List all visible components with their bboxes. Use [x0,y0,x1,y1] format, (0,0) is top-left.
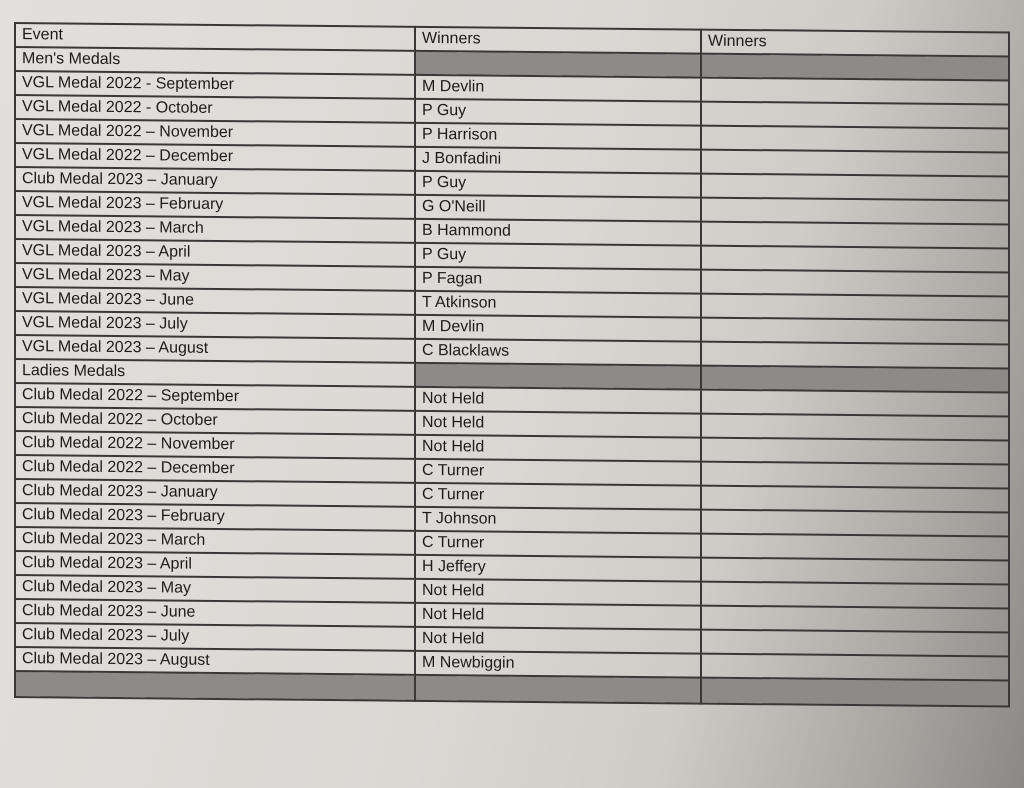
winner-2-cell [701,318,1009,345]
winner-cell: C Turner [415,459,701,486]
winner-cell: C Blacklaws [415,339,701,366]
winner-cell: M Devlin [415,315,701,342]
footer-shaded-cell [415,675,701,704]
winner-2-cell [701,126,1009,153]
event-cell: Club Medal 2022 – October [15,407,415,435]
medals-table [14,22,1010,708]
winner-cell: C Turner [415,531,701,558]
event-cell: VGL Medal 2023 – April [15,239,415,267]
header-winners-2: Winners [701,30,1009,57]
winner-2-cell [701,654,1009,681]
winner-cell: M Devlin [415,75,701,102]
winner-2-cell [701,246,1009,273]
section-title: Ladies Medals [15,359,415,387]
event-cell: Club Medal 2023 – January [15,167,415,195]
event-cell: Club Medal 2023 – January [15,479,415,507]
event-cell: VGL Medal 2023 – February [15,191,415,219]
section-title: Men's Medals [15,47,415,75]
winner-2-cell [701,606,1009,633]
event-cell: Club Medal 2023 – February [15,503,415,531]
winner-cell: Not Held [415,435,701,462]
winner-cell: Not Held [415,579,701,606]
winner-2-cell [701,390,1009,417]
winner-2-cell [701,222,1009,249]
event-cell: Club Medal 2023 – August [15,647,415,675]
event-cell: VGL Medal 2023 – August [15,335,415,363]
winner-cell: P Guy [415,171,701,198]
winner-cell: B Hammond [415,219,701,246]
event-cell: Club Medal 2023 – July [15,623,415,651]
winner-cell: P Fagan [415,267,701,294]
event-cell: Club Medal 2022 – November [15,431,415,459]
winner-2-cell [701,102,1009,129]
section-shaded-cell [701,54,1009,81]
header-event: Event [15,23,415,51]
event-cell: VGL Medal 2023 – May [15,263,415,291]
winner-cell: C Turner [415,483,701,510]
winner-cell: Not Held [415,627,701,654]
winner-2-cell [701,534,1009,561]
winner-cell: P Guy [415,243,701,270]
winner-2-cell [701,582,1009,609]
winner-2-cell [701,174,1009,201]
event-cell: Club Medal 2023 – May [15,575,415,603]
event-cell: VGL Medal 2022 - October [15,95,415,123]
section-shaded-cell [701,366,1009,393]
event-cell: Club Medal 2022 – December [15,455,415,483]
winner-2-cell [701,342,1009,369]
winner-2-cell [701,510,1009,537]
winner-2-cell [701,78,1009,105]
section-shaded-cell [415,51,701,78]
event-cell: Club Medal 2023 – March [15,527,415,555]
winner-2-cell [701,150,1009,177]
footer-shaded-cell [701,678,1009,707]
winner-cell: G O'Neill [415,195,701,222]
event-cell: VGL Medal 2023 – June [15,287,415,315]
winner-cell: M Newbiggin [415,651,701,678]
winner-cell: J Bonfadini [415,147,701,174]
winner-cell: Not Held [415,603,701,630]
winner-cell: P Harrison [415,123,701,150]
winner-2-cell [701,294,1009,321]
winner-2-cell [701,462,1009,489]
winner-2-cell [701,486,1009,513]
event-cell: VGL Medal 2022 – December [15,143,415,171]
winner-2-cell [701,198,1009,225]
winner-2-cell [701,414,1009,441]
winner-2-cell [701,630,1009,657]
event-cell: VGL Medal 2022 - September [15,71,415,99]
winner-2-cell [701,558,1009,585]
medals-table-body [15,23,1009,707]
winner-cell: P Guy [415,99,701,126]
winner-cell: T Atkinson [415,291,701,318]
winner-cell: Not Held [415,387,701,414]
winner-cell: Not Held [415,411,701,438]
winner-cell: H Jeffery [415,555,701,582]
footer-shaded-cell [15,671,415,701]
event-cell: VGL Medal 2022 – November [15,119,415,147]
event-cell: Club Medal 2023 – April [15,551,415,579]
event-cell: Club Medal 2022 – September [15,383,415,411]
section-shaded-cell [415,363,701,390]
winner-2-cell [701,270,1009,297]
event-cell: Club Medal 2023 – June [15,599,415,627]
event-cell: VGL Medal 2023 – March [15,215,415,243]
header-winners-1: Winners [415,27,701,54]
event-cell: VGL Medal 2023 – July [15,311,415,339]
winner-2-cell [701,438,1009,465]
winner-cell: T Johnson [415,507,701,534]
